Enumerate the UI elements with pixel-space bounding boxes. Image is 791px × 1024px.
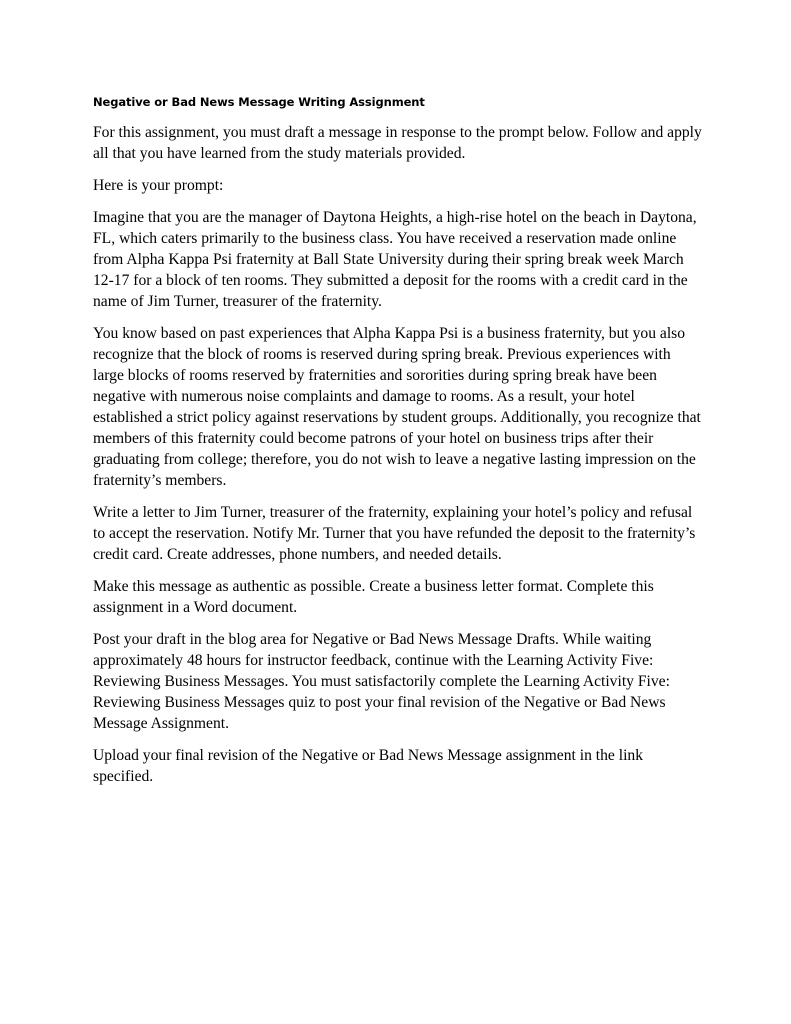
scenario-paragraph: Imagine that you are the manager of Daytona Heights, a high-rise hotel on the beach in Daytona, FL, which caters primarily to the business class. You have received a reservation made online from Alpha Kappa Psi fraternity at Ball State University during their spring break week March 12-17 for a block of ten rooms. They submitted a deposit for the rooms with a credit card in the name of Jim Turner, treasurer of the fraternity. [93, 209, 697, 310]
format-paragraph: Make this message as authentic as possible. Create a business letter format. Complete this assignment in a Word document. [93, 578, 654, 616]
draft-instructions-paragraph: Post your draft in the blog area for Negative or Bad News Message Drafts. While waiting approximately 48 hours for instructor feedback, continue with the Learning Activity Five: Reviewing Business Messages. You must satisfactorily complete the Learning Activity Five: Reviewing Business Messages quiz to post your final revision of the Negative or Bad News Message Assignment. [93, 631, 670, 732]
prompt-label-paragraph: Here is your prompt: [93, 177, 224, 194]
document-heading: Negative or Bad News Message Writing Assignment [93, 95, 425, 109]
upload-instructions-paragraph: Upload your final revision of the Negative or Bad News Message assignment in the link specified. [93, 747, 643, 785]
task-paragraph: Write a letter to Jim Turner, treasurer of the fraternity, explaining your hotel’s policy and refusal to accept the reservation. Notify Mr. Turner that you have refunded the deposit to the fraternity’s credit card. Create addresses, phone numbers, and needed details. [93, 504, 696, 563]
background-paragraph: You know based on past experiences that Alpha Kappa Psi is a business fraternity, but you also recognize that the block of rooms is reserved during spring break. Previous experiences with large blocks of rooms reserved by fraternities and sororities during spring break have been negative with numerous noise complaints and damage to rooms. As a result, your hotel established a strict policy against reservations by student groups. Additionally, you recognize that members of this fraternity could become patrons of your hotel on business trips after their graduating from college; therefore, you do not wish to leave a negative lasting impression on the fraternity’s members. [93, 325, 701, 489]
document-body [93, 94, 703, 798]
intro-paragraph: For this assignment, you must draft a message in response to the prompt below. Follow and apply all that you have learned from the study materials provided. [93, 124, 702, 162]
